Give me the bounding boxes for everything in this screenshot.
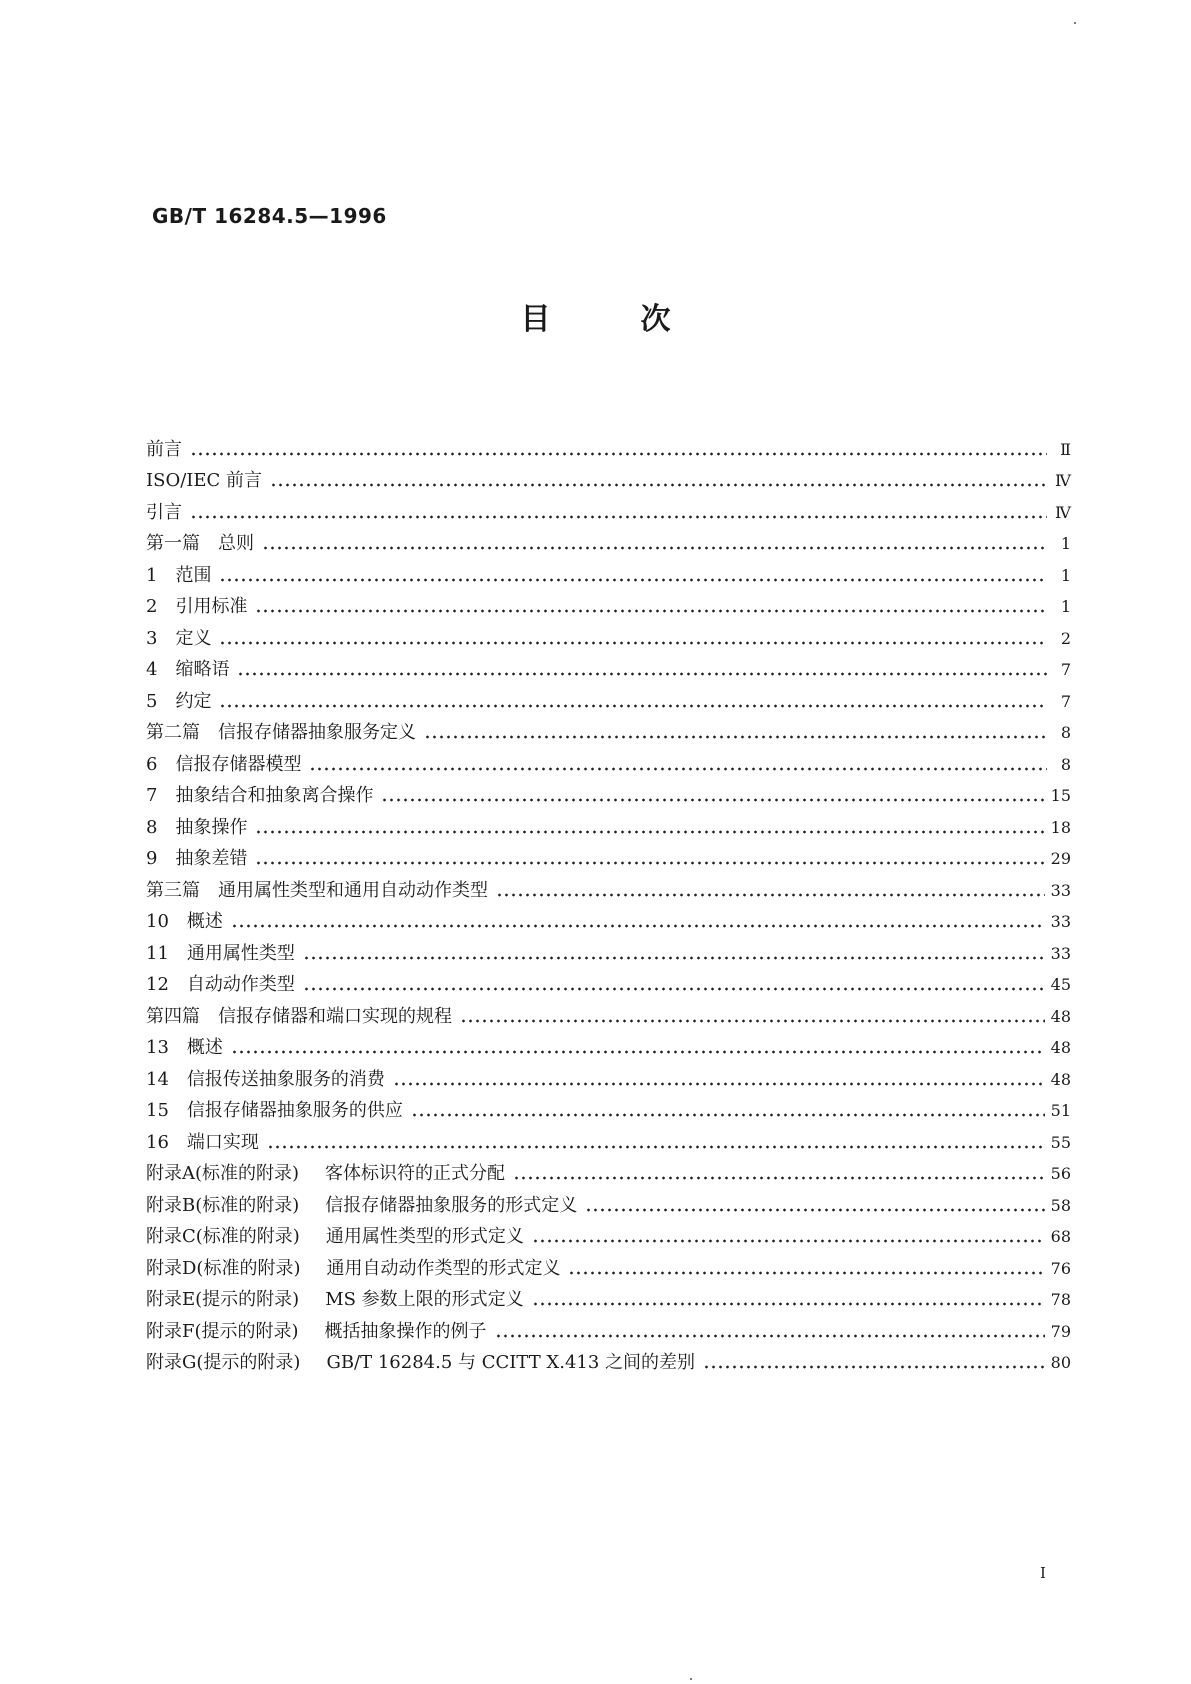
toc-entry	[146, 681, 1071, 713]
toc-entry-label: 6	[146, 753, 158, 775]
toc-entry	[146, 524, 1071, 556]
toc-dot-leader	[231, 924, 1045, 928]
toc-entry-label: 12	[146, 974, 169, 995]
toc-dot-leader	[424, 735, 1047, 739]
toc-entry-page: 33	[1050, 943, 1071, 963]
toc-title: 目次	[520, 302, 761, 337]
scan-speck	[1074, 22, 1076, 24]
toc-entry-text: 概述	[186, 911, 223, 932]
toc-entry	[146, 429, 1071, 461]
toc-entry	[146, 839, 1071, 871]
toc-entry-text: 信报存储器模型	[175, 753, 302, 775]
toc-entry	[146, 902, 1071, 934]
toc-entry-page: 8	[1060, 723, 1071, 742]
toc-dot-leader	[303, 956, 1045, 960]
toc-entry	[146, 587, 1071, 619]
toc-entry-text: 信报存储器和端口实现的规程	[218, 1005, 452, 1027]
toc-dot-leader	[532, 1302, 1045, 1306]
toc-dot-leader	[190, 452, 1047, 456]
toc-entry-page: 8	[1060, 754, 1071, 774]
toc-dot-leader	[262, 546, 1047, 550]
toc-entry-text: 信报存储器抽象服务的供应	[186, 1100, 403, 1121]
toc-entry-page: 48	[1050, 1069, 1071, 1089]
toc-entry-text: 缩略语	[175, 659, 230, 680]
toc-entry-page: 2	[1060, 628, 1071, 648]
toc-entry-page: 29	[1050, 849, 1071, 868]
toc-entry-text: MS 参数上限的形式定义	[325, 1289, 524, 1310]
toc-entry	[146, 965, 1071, 997]
toc-entry-text: 范围	[175, 564, 212, 586]
toc-entry-page: 78	[1050, 1290, 1071, 1309]
toc-entry	[146, 1280, 1071, 1312]
toc-dot-leader	[411, 1113, 1045, 1117]
toc-entry-label: 13	[146, 1037, 169, 1058]
toc-entry-page: 48	[1050, 1038, 1071, 1057]
toc-entry-text: 通用自动动作类型的形式定义	[326, 1257, 561, 1279]
toc-entry-label: 2	[146, 596, 158, 617]
toc-entry-page: 1	[1060, 565, 1071, 585]
toc-entry	[146, 1311, 1071, 1343]
toc-entry-label: 附录F(提示的附录)	[146, 1320, 299, 1342]
toc-entry-text: 通用属性类型和通用自动动作类型	[218, 879, 488, 901]
toc-entry-page: Ⅱ	[1060, 439, 1071, 459]
toc-entry-page: 48	[1050, 1006, 1071, 1026]
toc-entry-page: 1	[1060, 597, 1071, 616]
toc-entry-label: 9	[146, 848, 158, 869]
toc-dot-leader	[303, 987, 1045, 991]
toc-entry-label: 15	[146, 1100, 169, 1121]
toc-entry	[146, 1248, 1071, 1280]
toc-entry-label: 4	[146, 659, 158, 680]
toc-dot-leader	[237, 672, 1047, 676]
toc-dot-leader	[513, 1176, 1045, 1180]
toc-entry-text: 抽象操作	[175, 816, 248, 838]
toc-entry-page: 7	[1060, 691, 1071, 711]
toc-dot-leader	[496, 893, 1045, 897]
toc-entry	[146, 1343, 1071, 1375]
toc-dot-leader	[381, 798, 1044, 802]
toc-dot-leader	[267, 1145, 1045, 1149]
page-number: I	[1040, 1564, 1046, 1582]
toc-dot-leader	[532, 1239, 1045, 1243]
toc-entry-label: 附录C(标准的附录)	[146, 1226, 300, 1247]
toc-entry-label: 16	[146, 1131, 169, 1153]
toc-entry	[146, 807, 1071, 839]
toc-dot-leader	[219, 704, 1047, 708]
toc-entry	[146, 713, 1071, 745]
toc-dot-leader	[255, 609, 1047, 613]
toc-entry-label: 第一篇	[146, 533, 200, 554]
toc-entry-page: 18	[1050, 817, 1071, 837]
toc-entry-text: 总则	[218, 533, 254, 554]
toc-entry-page: Ⅳ	[1055, 471, 1071, 490]
toc-entry	[146, 933, 1071, 965]
toc-entry-page: 55	[1050, 1132, 1071, 1152]
toc-entry	[146, 996, 1071, 1028]
toc-entry	[146, 744, 1071, 776]
toc-entry-page: 58	[1050, 1195, 1071, 1215]
toc-entry-page: Ⅳ	[1055, 502, 1071, 522]
toc-dot-leader	[393, 1082, 1045, 1086]
toc-entry-label: 附录D(标准的附录)	[146, 1257, 301, 1279]
toc-entry	[146, 555, 1071, 587]
toc-dot-leader	[585, 1208, 1044, 1212]
toc-entry-page: 51	[1050, 1101, 1071, 1120]
toc-dot-leader	[460, 1019, 1045, 1023]
toc-entry-page: 68	[1050, 1227, 1071, 1246]
toc-dot-leader	[703, 1365, 1045, 1369]
toc-entry-page: 7	[1060, 660, 1071, 679]
toc-entry-text: ISO/IEC 前言	[146, 470, 263, 491]
toc-entry-text: 信报存储器抽象服务定义	[218, 722, 416, 743]
toc-entry-label: 5	[146, 690, 158, 712]
toc-entry-label: 1	[146, 564, 158, 586]
toc-entry-page: 56	[1050, 1164, 1071, 1183]
toc-entry-label: 3	[146, 627, 158, 649]
toc-entry-page: 76	[1050, 1258, 1071, 1278]
toc-entry-label: 8	[146, 816, 158, 838]
toc-entry	[146, 1059, 1071, 1091]
toc-dot-leader	[495, 1334, 1045, 1338]
toc-entry-text: 客体标识符的正式分配	[325, 1163, 506, 1184]
toc-entry-text: 信报存储器抽象服务的形式定义	[325, 1194, 578, 1216]
toc-entry-label: 附录E(提示的附录)	[146, 1289, 300, 1310]
toc-entry-text: 信报传送抽象服务的消费	[186, 1068, 385, 1090]
toc-dot-leader	[255, 861, 1044, 865]
toc-entry	[146, 1154, 1071, 1186]
toc-entry-page: 79	[1050, 1321, 1071, 1341]
toc-entry-text: 自动动作类型	[186, 974, 295, 995]
toc-entry-page: 33	[1050, 880, 1071, 900]
toc-entry-page: 15	[1050, 786, 1071, 805]
document-code: GB/T 16284.5—1996	[152, 204, 387, 228]
toc-entry-label: 附录A(标准的附录)	[146, 1163, 300, 1184]
toc-entry	[146, 870, 1071, 902]
toc-entry	[146, 1122, 1071, 1154]
toc-entry	[146, 618, 1071, 650]
toc-entry	[146, 492, 1071, 524]
toc-entry-label: 第四篇	[146, 1005, 200, 1027]
toc-entry-text: 概括抽象操作的例子	[324, 1320, 487, 1342]
toc-entry-label: 附录B(标准的附录)	[146, 1194, 300, 1216]
toc-entry-label: 附录G(提示的附录)	[146, 1352, 301, 1373]
toc-entry-page: 45	[1050, 975, 1071, 994]
toc-dot-leader	[219, 578, 1047, 582]
toc-entry-page: 80	[1050, 1353, 1071, 1372]
toc-entry	[146, 1185, 1071, 1217]
toc-entry-text: 约定	[175, 690, 212, 712]
toc-entry-page: 33	[1050, 912, 1071, 931]
toc-entry-text: 引言	[146, 501, 182, 523]
toc-entry-label: 第二篇	[146, 722, 200, 743]
toc-entry-label: 第三篇	[146, 879, 200, 901]
toc-entry	[146, 1217, 1071, 1249]
toc-dot-leader	[255, 830, 1044, 834]
toc-entry-text: 抽象差错	[175, 848, 248, 869]
toc-entry	[146, 1028, 1071, 1060]
toc-entry-label: 14	[146, 1068, 169, 1090]
toc-entry-text: 引用标准	[175, 596, 248, 617]
toc-entry-text: 端口实现	[186, 1131, 259, 1153]
toc-entry	[146, 1091, 1071, 1123]
toc-entry-page: 1	[1060, 534, 1071, 553]
toc-dot-leader	[190, 515, 1047, 519]
toc-entry	[146, 650, 1071, 682]
toc-entry-text: 通用属性类型	[186, 942, 295, 964]
toc-dot-leader	[309, 767, 1047, 771]
toc-entry-text: GB/T 16284.5 与 CCITT X.413 之间的差别	[326, 1352, 696, 1373]
toc-entry-text: 前言	[146, 438, 182, 460]
toc-dot-leader	[568, 1271, 1044, 1275]
toc-entry-label: 7	[146, 785, 158, 806]
toc-entry-text: 通用属性类型的形式定义	[325, 1226, 524, 1247]
toc-dot-leader	[270, 483, 1047, 487]
toc-dot-leader	[219, 641, 1047, 645]
toc-entry-label: 10	[146, 911, 169, 932]
toc-entry-text: 概述	[186, 1037, 223, 1058]
table-of-contents	[146, 429, 1071, 1374]
toc-dot-leader	[231, 1050, 1045, 1054]
toc-entry-text: 抽象结合和抽象离合操作	[175, 785, 374, 806]
toc-entry	[146, 461, 1071, 493]
scan-speck	[690, 1678, 692, 1680]
toc-entry	[146, 776, 1071, 808]
toc-entry-text: 定义	[175, 627, 212, 649]
toc-entry-label: 11	[146, 942, 169, 964]
